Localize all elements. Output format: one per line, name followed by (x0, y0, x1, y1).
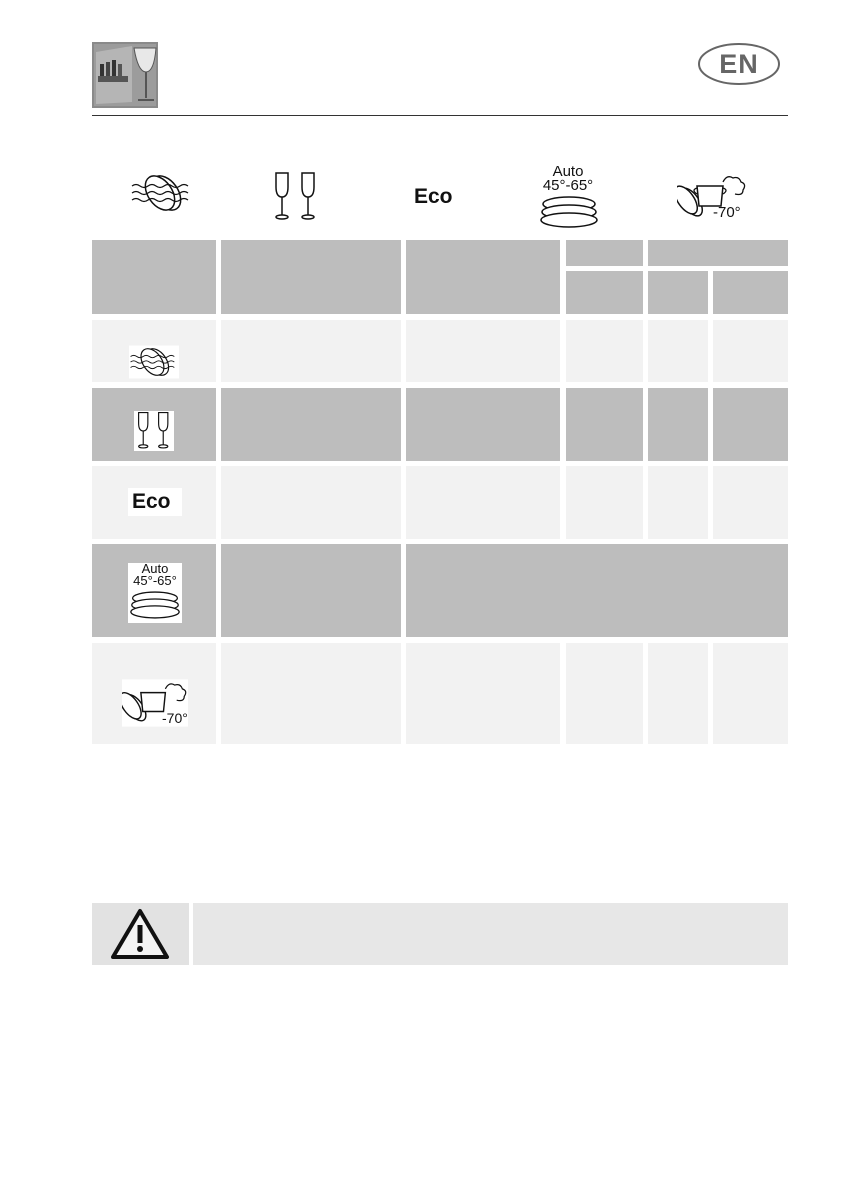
auto-row-label: Auto (141, 561, 169, 576)
two-wine-glasses-icon (134, 408, 174, 454)
header-rule (92, 115, 788, 116)
table-cell (406, 320, 560, 382)
stacked-plates-icon (540, 194, 598, 230)
table-cell (221, 466, 401, 539)
table-cell (648, 643, 708, 744)
table-cell (713, 643, 788, 744)
auto-temp-label: 45°-65° (542, 177, 594, 194)
two-wine-glasses-icon (270, 171, 322, 223)
table-cell (406, 643, 560, 744)
warning-triangle-icon (109, 907, 171, 961)
table-cell (221, 320, 401, 382)
table-row (92, 544, 216, 637)
warning-text-box (193, 903, 788, 965)
table-cell (713, 320, 788, 382)
table-row (92, 466, 216, 539)
intensive-row-temp: -70° (162, 710, 188, 726)
table-cell (648, 320, 708, 382)
language-code: EN (719, 49, 759, 79)
plates-water-icon (130, 172, 194, 214)
table-header-cell (406, 240, 560, 314)
table-cell (713, 388, 788, 461)
table-row (92, 643, 216, 744)
warning-icon-cell (92, 903, 189, 965)
auto-row-temp: 45°-65° (133, 573, 177, 588)
table-header-cell (566, 271, 643, 314)
table-cell (406, 388, 560, 461)
auto-icon-bg (128, 563, 182, 623)
dishwasher-logo-icon (92, 42, 158, 108)
table-header-cell (92, 240, 216, 314)
table-header-cell (648, 240, 788, 266)
table-cell (406, 466, 560, 539)
table-cell (566, 320, 643, 382)
table-cell (221, 643, 401, 744)
table-cell (566, 388, 643, 461)
table-cell (221, 388, 401, 461)
table-header-cell (648, 271, 708, 314)
table-cell (713, 466, 788, 539)
table-header-cell (713, 271, 788, 314)
intensive-temp-label: -70° (713, 204, 741, 221)
table-row (92, 388, 216, 461)
table-cell (648, 388, 708, 461)
eco-icon-bg (128, 488, 182, 516)
table-cell (221, 544, 401, 637)
plates-water-icon (129, 342, 179, 382)
table-row (92, 320, 216, 382)
stacked-plates-icon (130, 589, 180, 621)
table-cell (566, 466, 643, 539)
eco-label: Eco (414, 185, 453, 208)
table-header-cell (566, 240, 643, 266)
table-cell (566, 643, 643, 744)
table-cell (648, 466, 708, 539)
table-header-cell (221, 240, 401, 314)
auto-label: Auto (552, 163, 584, 180)
language-badge (697, 42, 781, 86)
table-merged-cell (406, 544, 788, 637)
eco-row-label: Eco (132, 490, 171, 513)
